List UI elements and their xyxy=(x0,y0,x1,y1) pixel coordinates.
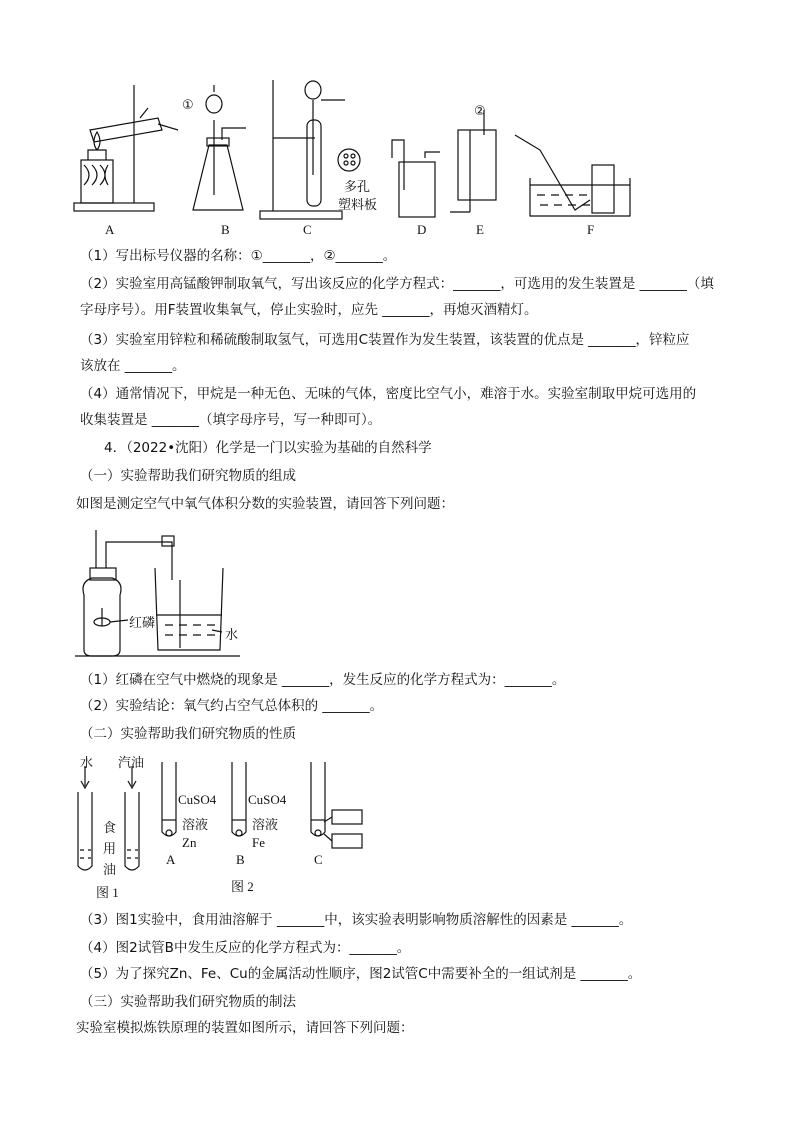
oxygen-apparatus-drawing xyxy=(0,520,793,660)
apparatus-e xyxy=(450,110,496,212)
fig1-label-water: 水 xyxy=(80,756,94,771)
apparatus-f xyxy=(515,135,630,216)
q4-title: 4．（2022•沈阳）化学是一门以实验为基础的自然科学 xyxy=(104,440,432,456)
fig1-label-oil-3: 油 xyxy=(103,863,117,878)
apparatus-b xyxy=(193,85,246,210)
fig2-b-fe: Fe xyxy=(252,835,265,850)
q1-line-5: 该放在 _______。 xyxy=(80,358,186,374)
q1-line-7: 收集装置是 _______（填字母序号，写一种即可）。 xyxy=(80,412,382,428)
q4-s1: （1）红磷在空气中燃烧的现象是 _______，发生反应的化学方程式为：_______。 xyxy=(80,672,566,688)
label-c: C xyxy=(303,222,312,237)
q4-s4: （4）图2试管B中发生反应的化学方程式为：_______。 xyxy=(80,940,411,956)
label-d: D xyxy=(417,222,427,237)
fig2-label-b: B xyxy=(236,852,245,867)
marker-2: ② xyxy=(474,104,486,119)
q1-line-4: （3）实验室用锌粒和稀硫酸制取氢气，可选用C装置作为发生装置，该装置的优点是 _______，锌粒应 xyxy=(80,332,690,348)
q4-part3-heading: （三）实验帮助我们研究物质的制法 xyxy=(80,994,296,1010)
fig2-a-zn: Zn xyxy=(182,835,197,850)
fig2-b-cuso4: CuSO4 xyxy=(248,792,287,807)
q4-s3: （3）图1实验中，食用油溶解于 _______中，该实验表明影响物质溶解性的因素是 _______。 xyxy=(80,912,633,928)
label-a: A xyxy=(105,222,115,237)
q1-line-2: （2）实验室用高锰酸钾制取氧气，写出该反应的化学方程式：_______，可选用的发生装置是 _______（填 xyxy=(80,276,714,292)
q4-s5: （5）为了探究Zn、Fe、Cu的金属活动性顺序，图2试管C中需要补全的一组试剂是 _______。 xyxy=(80,966,642,982)
fig1-caption: 图 1 xyxy=(96,885,119,900)
marker-1: ① xyxy=(182,98,194,113)
q1-line-1: （1）写出标号仪器的名称：①_______，②_______。 xyxy=(80,248,397,264)
fig2-a-cuso4: CuSO4 xyxy=(178,792,217,807)
fig2-label-a: A xyxy=(166,852,176,867)
fig1-label-gasoline: 汽油 xyxy=(118,756,145,771)
apparatus-a xyxy=(74,85,178,211)
label-b: B xyxy=(221,222,230,237)
q1-line-3: 字母序号）。用F装置收集氧气，停止实验时，应先 _______，再熄灭酒精灯。 xyxy=(80,302,538,318)
q1-line-6: （4）通常情况下，甲烷是一种无色、无味的气体，密度比空气小，难溶于水。实验室制取甲烷可选用的 xyxy=(80,386,697,402)
plate-label-1: 多孔 xyxy=(344,180,371,195)
fig2-a-solution: 溶液 xyxy=(182,818,209,833)
apparatus-d xyxy=(392,140,440,217)
label-f: F xyxy=(587,222,595,237)
apparatus-drawing xyxy=(0,0,793,240)
fig2-b-solution: 溶液 xyxy=(252,818,279,833)
label-water: 水 xyxy=(225,628,239,643)
q4-part2-heading: （二）实验帮助我们研究物质的性质 xyxy=(80,726,296,742)
label-red-phosphorus: 红磷 xyxy=(129,616,156,631)
test-tube-drawing xyxy=(0,750,793,900)
fig1-label-oil-1: 食 xyxy=(103,821,117,836)
fig2-caption: 图 2 xyxy=(231,879,254,894)
label-e: E xyxy=(476,222,484,237)
q4-intro1: 如图是测定空气中氧气体积分数的实验装置，请回答下列问题： xyxy=(76,496,454,512)
q4-intro3: 实验室模拟炼铁原理的装置如图所示，请回答下列问题： xyxy=(76,1020,414,1036)
fig2-label-c: C xyxy=(314,852,323,867)
fig1-label-oil-2: 用 xyxy=(103,842,117,857)
q4-part1-heading: （一）实验帮助我们研究物质的组成 xyxy=(80,468,296,484)
q4-s2: （2）实验结论：氧气约占空气总体积的 _______。 xyxy=(80,698,384,714)
plate-label-2: 塑料板 xyxy=(338,198,378,213)
